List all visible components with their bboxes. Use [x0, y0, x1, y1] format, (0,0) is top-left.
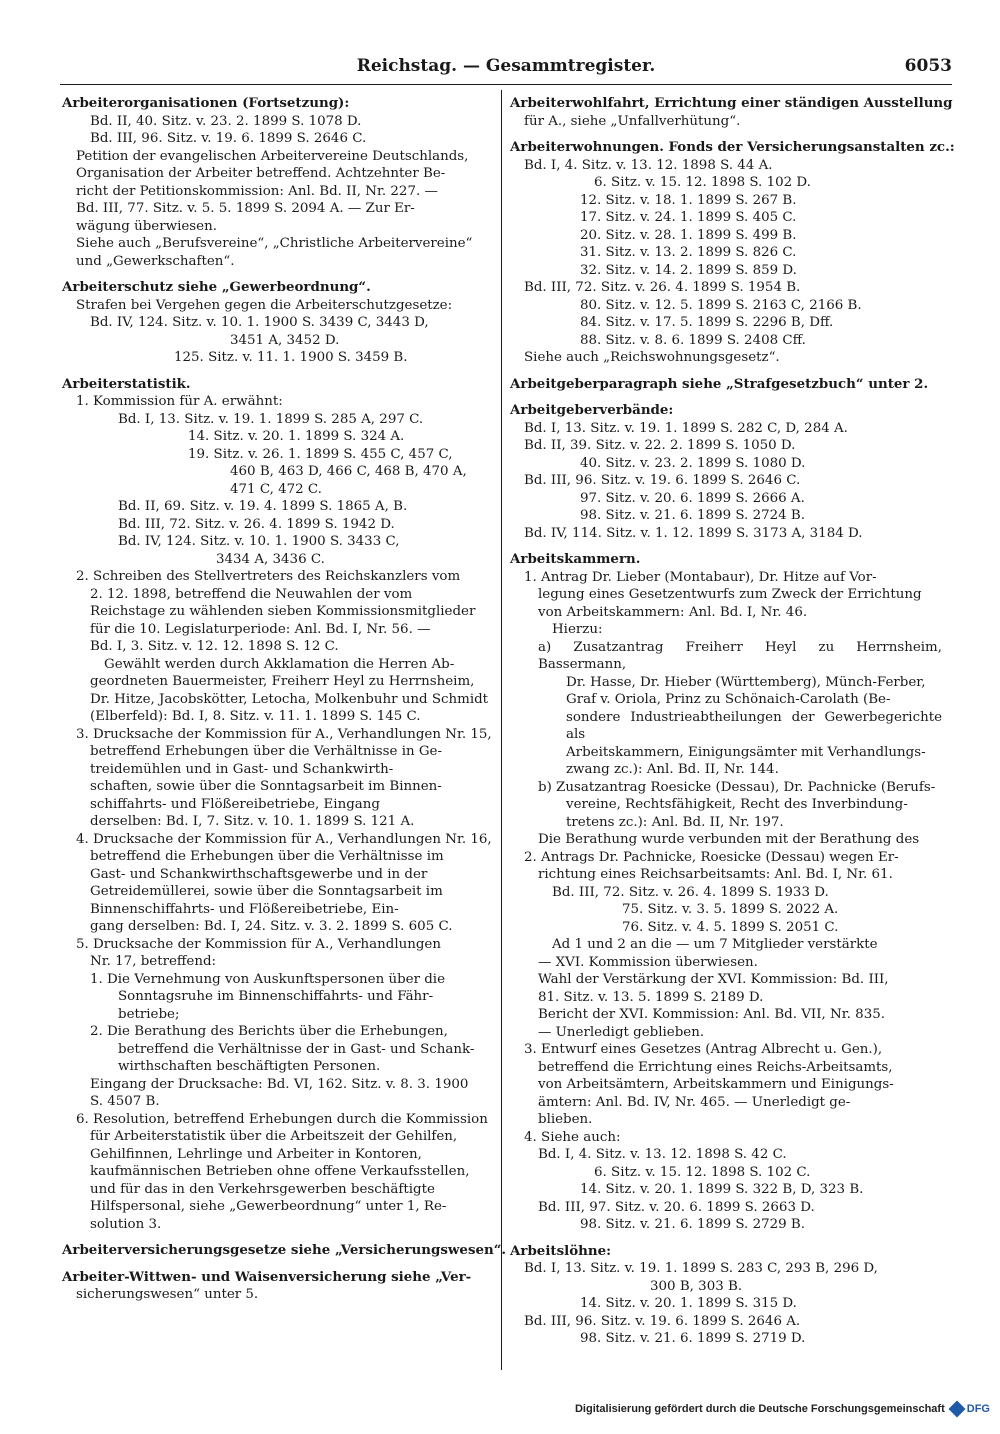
entry-line: 1. Die Vernehmung von Auskunftspersonen über die: [90, 971, 446, 987]
entry-line: solution 3.: [90, 1216, 162, 1232]
entry-line: 1. Kommission für A. erwähnt:: [76, 394, 283, 409]
entry-line: wirthschaften beschäftigten Personen.: [118, 1059, 381, 1074]
entry-line: Bericht der XVI. Kommission: Anl. Bd. VII, Nr. 835.: [538, 1007, 885, 1022]
entry-line: 84. Sitz. v. 17. 5. 1899 S. 2296 B, Dff.: [580, 315, 834, 330]
entry-headword: Arbeiterversicherungsgesetze siehe „Versicherungswesen“.: [62, 1242, 507, 1258]
entry-line: Petition der evangelischen Arbeitervereine Deutschlands,: [76, 148, 469, 164]
entry-line: Bd. III, 96. Sitz. v. 19. 6. 1899 S. 2646 C.: [524, 473, 801, 488]
entry-line: Bd. I, 13. Sitz. v. 19. 1. 1899 S. 283 C, 293 B, 296 D,: [524, 1261, 878, 1276]
page-header: [60, 50, 952, 78]
entry-line: Gehilfinnen, Lehrlinge und Arbeiter in Kontoren,: [90, 1146, 422, 1162]
entry-line: Binnenschiffahrts- und Flößereibetriebe, Ein-: [90, 901, 399, 917]
entry-line: 40. Sitz. v. 23. 2. 1899 S. 1080 D.: [580, 455, 806, 471]
entry-line: 76. Sitz. v. 4. 5. 1899 S. 2051 C.: [622, 919, 839, 935]
entry-line: 2. Die Berathung des Berichts über die Erhebungen,: [90, 1024, 448, 1039]
entry-line: a) Zusatzantrag Freiherr Heyl zu Herrnsheim, Bassermann,: [538, 639, 942, 672]
entry-line: 3. Drucksache der Kommission für A., Verhandlungen Nr. 15,: [76, 726, 492, 742]
entry-line: 1. Antrag Dr. Lieber (Montabaur), Dr. Hitze auf Vor-: [524, 569, 877, 585]
entry-line: 32. Sitz. v. 14. 2. 1899 S. 859 D.: [580, 262, 797, 278]
entry-line: Ad 1 und 2 an die — um 7 Mitglieder verstärkte: [552, 937, 878, 952]
index-entry: [62, 95, 492, 270]
entry-line: und „Gewerkschaften“.: [76, 253, 235, 269]
entry-line: 20. Sitz. v. 28. 1. 1899 S. 499 B.: [580, 227, 797, 243]
entry-line: Bd. III, 96. Sitz. v. 19. 6. 1899 S. 2646 C.: [90, 131, 367, 146]
entry-line: Dr. Hitze, Jacobskötter, Letocha, Molkenbuhr und Schmidt: [90, 691, 489, 707]
entry-line: vereine, Rechtsfähigkeit, Recht des Inverbindung-: [566, 797, 908, 812]
entry-line: ämtern: Anl. Bd. IV, Nr. 465. — Unerledigt ge-: [538, 1094, 851, 1110]
entry-line: Bd. I, 13. Sitz. v. 19. 1. 1899 S. 285 A, 297 C.: [118, 411, 424, 427]
entry-line: blieben.: [538, 1112, 593, 1127]
header-rule: [60, 84, 952, 85]
entry-line: Eingang der Drucksache: Bd. VI, 162. Sitz. v. 8. 3. 1900: [90, 1076, 469, 1092]
entry-line: Reichstage zu wählenden sieben Kommissionsmitglieder: [90, 604, 476, 619]
entry-line: 14. Sitz. v. 20. 1. 1899 S. 322 B, D, 323 B.: [580, 1182, 864, 1197]
entry-line: b) Zusatzantrag Roesicke (Dessau), Dr. Pachnicke (Berufs-: [538, 779, 936, 795]
entry-line: richtung eines Reichsarbeitsamts: Anl. Bd. I, Nr. 61.: [538, 867, 893, 882]
index-entry: [510, 1243, 942, 1348]
entry-line: — XVI. Kommission überwiesen.: [538, 954, 758, 970]
entry-line: 88. Sitz. v. 8. 6. 1899 S. 2408 Cff.: [580, 332, 806, 348]
entry-line: gang derselben: Bd. I, 24. Sitz. v. 3. 2. 1899 S. 605 C.: [90, 919, 453, 934]
entry-headword: Arbeitgeberparagraph siehe „Strafgesetzbuch“ unter 2.: [510, 375, 929, 392]
entry-line: 31. Sitz. v. 13. 2. 1899 S. 826 C.: [580, 245, 797, 260]
dfg-logo-text: DFG: [966, 1403, 990, 1415]
funding-note: Digitalisierung gefördert durch die Deutsche Forschungsgemeinschaft: [574, 1403, 945, 1415]
entry-line: 12. Sitz. v. 18. 1. 1899 S. 267 B.: [580, 192, 797, 208]
entry-line: 19. Sitz. v. 26. 1. 1899 S. 455 C, 457 C,: [188, 446, 453, 462]
entry-line: 300 B, 303 B.: [650, 1278, 743, 1294]
entry-line: Bd. I, 3. Sitz. v. 12. 12. 1898 S. 12 C.: [90, 639, 339, 654]
entry-line: Wahl der Verstärkung der XVI. Kommission: Bd. III,: [538, 972, 889, 987]
dfg-logo: [951, 1401, 990, 1417]
entry-line: Bd. I, 4. Sitz. v. 13. 12. 1898 S. 44 A.: [524, 157, 773, 173]
entry-line: 75. Sitz. v. 3. 5. 1899 S. 2022 A.: [622, 902, 839, 917]
entry-line: 3451 A, 3452 D.: [230, 332, 340, 348]
entry-line: Strafen bei Vergehen gegen die Arbeiterschutzgesetze:: [76, 297, 453, 313]
entry-line: Siehe auch „Reichswohnungsgesetz“.: [524, 350, 780, 365]
entry-line: 14. Sitz. v. 20. 1. 1899 S. 324 A.: [188, 429, 405, 444]
entry-line: 81. Sitz. v. 13. 5. 1899 S. 2189 D.: [538, 989, 764, 1005]
entry-line: Gast- und Schankwirthschaftsgewerbe und in der: [90, 866, 428, 882]
entry-line: treidemühlen und in Gast- und Schankwirth-: [90, 761, 394, 777]
entry-headword: Arbeiterwohlfahrt, Errichtung einer ständigen Ausstellung: [510, 95, 953, 111]
left-column: [62, 95, 507, 1313]
entry-line: 80. Sitz. v. 12. 5. 1899 S. 2163 C, 2166 B.: [580, 297, 862, 313]
entry-line: 2. 12. 1898, betreffend die Neuwahlen der vom: [90, 586, 413, 602]
index-entry: [62, 1269, 492, 1304]
entry-line: 4. Siehe auch:: [524, 1129, 621, 1145]
entry-line: 6. Sitz. v. 15. 12. 1898 S. 102 D.: [594, 175, 811, 190]
entry-line: Organisation der Arbeiter betreffend. Achtzehnter Be-: [76, 166, 446, 181]
entry-headword: Arbeiterorganisationen (Fortsetzung):: [62, 95, 350, 111]
index-entry: [62, 1242, 507, 1260]
entry-line: — Unerledigt geblieben.: [538, 1024, 705, 1040]
entry-headword: Arbeitslöhne:: [510, 1242, 612, 1259]
entry-line: geordneten Bauermeister, Freiherr Heyl zu Herrnsheim,: [90, 674, 475, 689]
entry-line: 3434 A, 3436 C.: [216, 551, 325, 567]
entry-line: wägung überwiesen.: [76, 218, 217, 234]
entry-line: Bd. III, 72. Sitz. v. 26. 4. 1899 S. 1954 B.: [524, 280, 801, 295]
footer: [575, 1398, 990, 1420]
entry-line: 17. Sitz. v. 24. 1. 1899 S. 405 C.: [580, 210, 797, 225]
entry-headword: Arbeiterwohnungen. Fonds der Versicherungsanstalten zc.:: [510, 139, 955, 155]
entry-line: richt der Petitionskommission: Anl. Bd. II, Nr. 227. —: [76, 183, 438, 199]
entry-line: betreffend die Erhebungen über die Verhältnisse im: [90, 849, 444, 864]
column-divider: [501, 90, 502, 1370]
entry-line: schaften, sowie über die Sonntagsarbeit im Binnen-: [90, 779, 442, 794]
entry-line: Getreidemüllerei, sowie über die Sonntagsarbeit im: [90, 884, 443, 899]
running-title: Reichstag. — Gesammtregister.: [356, 56, 656, 76]
entry-line: 97. Sitz. v. 20. 6. 1899 S. 2666 A.: [580, 490, 805, 506]
entry-line: Bd. II, 40. Sitz. v. 23. 2. 1899 S. 1078 D.: [90, 113, 362, 129]
entry-line: Siehe auch „Berufsvereine“, „Christliche Arbeitervereine“: [76, 236, 473, 251]
entry-line: Bd. II, 39. Sitz. v. 22. 2. 1899 S. 1050 D.: [524, 438, 796, 453]
index-entry: [510, 551, 942, 1234]
entry-line: 98. Sitz. v. 21. 6. 1899 S. 2719 D.: [580, 1331, 806, 1346]
dfg-diamond-icon: [948, 1401, 965, 1418]
index-entry: [62, 279, 492, 367]
entry-line: kaufmännischen Betrieben ohne offene Verkaufsstellen,: [90, 1164, 470, 1179]
entry-line: (Elberfeld): Bd. I, 8. Sitz. v. 11. 1. 1899 S. 145 C.: [90, 709, 421, 724]
entry-line: 3. Entwurf eines Gesetzes (Antrag Albrecht u. Gen.),: [524, 1042, 883, 1057]
entry-line: 14. Sitz. v. 20. 1. 1899 S. 315 D.: [580, 1296, 797, 1311]
index-entry: [62, 376, 492, 1234]
entry-line: Bd. I, 13. Sitz. v. 19. 1. 1899 S. 282 C, D, 284 A.: [524, 420, 848, 436]
entry-line: Dr. Hasse, Dr. Hieber (Württemberg), Münch-Ferber,: [566, 674, 926, 690]
entry-line: Bd. I, 4. Sitz. v. 13. 12. 1898 S. 42 C.: [538, 1147, 787, 1162]
page-number: 6053: [904, 56, 952, 76]
entry-line: Graf v. Oriola, Prinz zu Schönaich-Carolath (Be-: [566, 692, 891, 707]
entry-line: sicherungswesen“ unter 5.: [76, 1287, 259, 1302]
entry-headword: Arbeitgeberverbände:: [510, 402, 674, 418]
entry-line: Hilfspersonal, siehe „Gewerbeordnung“ unter 1, Re-: [90, 1199, 447, 1214]
entry-line: S. 4507 B.: [90, 1094, 160, 1109]
entry-headword: Arbeiterschutz siehe „Gewerbeordnung“.: [62, 279, 371, 295]
right-column: [510, 95, 955, 1357]
entry-line: Bd. III, 72. Sitz. v. 26. 4. 1899 S. 1942 D.: [118, 516, 395, 532]
entry-line: 5. Drucksache der Kommission für A., Verhandlungen: [76, 936, 441, 952]
entry-line: Bd. III, 72. Sitz. v. 26. 4. 1899 S. 1933 D.: [552, 884, 829, 900]
entry-line: Bd. III, 77. Sitz. v. 5. 5. 1899 S. 2094 A. — Zur Er-: [76, 201, 415, 216]
entry-headword: Arbeiter-Wittwen- und Waisenversicherung siehe „Ver-: [62, 1268, 472, 1285]
entry-line: Bd. II, 69. Sitz. v. 19. 4. 1899 S. 1865 A, B.: [118, 499, 408, 514]
entry-line: und für das in den Verkehrsgewerben beschäftigte: [90, 1181, 435, 1197]
entry-line: 471 C, 472 C.: [230, 481, 322, 497]
entry-line: von Arbeitskammern: Anl. Bd. I, Nr. 46.: [538, 604, 808, 620]
entry-line: für A., siehe „Unfallverhütung“.: [524, 113, 741, 129]
entry-line: derselben: Bd. I, 7. Sitz. v. 10. 1. 1899 S. 121 A.: [90, 814, 415, 829]
entry-line: zwang zc.): Anl. Bd. II, Nr. 144.: [566, 762, 779, 777]
index-entry: [510, 376, 942, 394]
entry-line: legung eines Gesetzentwurfs zum Zweck der Errichtung: [538, 587, 922, 602]
entry-line: Bd. IV, 124. Sitz. v. 10. 1. 1900 S. 3439 C, 3443 D,: [90, 315, 429, 330]
entry-line: 98. Sitz. v. 21. 6. 1899 S. 2724 B.: [580, 508, 806, 523]
entry-line: Hierzu:: [552, 622, 603, 637]
entry-line: Sonntagsruhe im Binnenschiffahrts- und Fähr-: [118, 989, 434, 1004]
entry-line: 460 B, 463 D, 466 C, 468 B, 470 A,: [230, 464, 467, 479]
entry-line: Die Berathung wurde verbunden mit der Berathung des: [538, 832, 920, 847]
index-entry: [510, 402, 942, 542]
entry-line: Bd. III, 96. Sitz. v. 19. 6. 1899 S. 2646 A.: [524, 1313, 801, 1329]
entry-line: betreffend die Verhältnisse der in Gast- und Schank-: [118, 1041, 475, 1057]
entry-line: schiffahrts- und Flößereibetriebe, Eingang: [90, 796, 380, 812]
entry-line: 6. Sitz. v. 15. 12. 1898 S. 102 C.: [594, 1164, 811, 1180]
entry-line: für die 10. Legislaturperiode: Anl. Bd. I, Nr. 56. —: [90, 621, 431, 637]
entry-line: sondere Industrieabtheilungen der Gewerbegerichte als: [566, 709, 942, 742]
entry-line: von Arbeitsämtern, Arbeitskammern und Einigungs-: [538, 1077, 894, 1092]
entry-line: Gewählt werden durch Akklamation die Herren Ab-: [104, 656, 455, 672]
index-entry: [510, 95, 953, 130]
entry-line: betriebe;: [118, 1006, 180, 1022]
entry-line: Bd. IV, 124. Sitz. v. 10. 1. 1900 S. 3433 C,: [118, 534, 400, 549]
entry-line: betreffend die Errichtung eines Reichs-Arbeitsamts,: [538, 1059, 893, 1075]
entry-headword: Arbeitskammern.: [510, 551, 641, 567]
entry-line: Bd. III, 97. Sitz. v. 20. 6. 1899 S. 2663 D.: [538, 1199, 815, 1215]
entry-line: Nr. 17, betreffend:: [90, 954, 217, 969]
entry-line: Arbeitskammern, Einigungsämter mit Verhandlungs-: [566, 744, 926, 760]
entry-line: tretens zc.): Anl. Bd. II, Nr. 197.: [566, 814, 784, 830]
index-entry: [510, 139, 955, 367]
entry-line: 125. Sitz. v. 11. 1. 1900 S. 3459 B.: [174, 350, 408, 365]
entry-line: 6. Resolution, betreffend Erhebungen durch die Kommission: [76, 1111, 488, 1127]
entry-line: für Arbeiterstatistik über die Arbeitszeit der Gehilfen,: [90, 1129, 458, 1144]
entry-line: betreffend Erhebungen über die Verhältnisse in Ge-: [90, 744, 443, 759]
entry-line: 98. Sitz. v. 21. 6. 1899 S. 2729 B.: [580, 1217, 806, 1232]
entry-line: 4. Drucksache der Kommission für A., Verhandlungen Nr. 16,: [76, 831, 492, 847]
entry-line: 2. Schreiben des Stellvertreters des Reichskanzlers vom: [76, 569, 461, 584]
entry-line: 2. Antrags Dr. Pachnicke, Roesicke (Dessau) wegen Er-: [524, 849, 899, 865]
entry-headword: Arbeiterstatistik.: [62, 375, 191, 392]
entry-line: Bd. IV, 114. Sitz. v. 1. 12. 1899 S. 3173 A, 3184 D.: [524, 525, 863, 541]
